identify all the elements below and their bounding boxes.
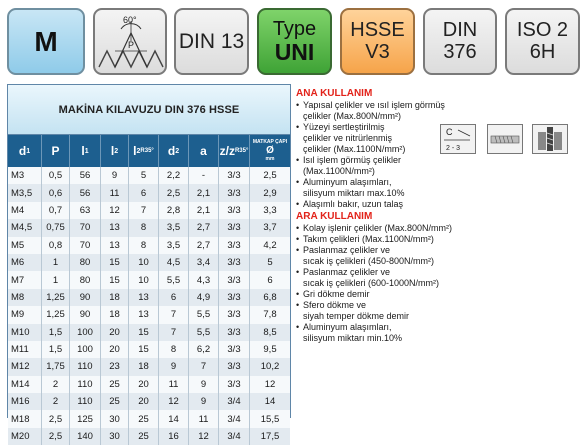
hsse-v3-badge bbox=[340, 8, 415, 75]
straight-flute-tap-icon bbox=[487, 124, 523, 154]
table-cell: 56 bbox=[70, 167, 101, 184]
table-cell: 1,5 bbox=[42, 341, 70, 358]
table-cell: 13 bbox=[101, 219, 129, 236]
table-cell: M4,5 bbox=[8, 219, 42, 236]
usage-item-line: • Aluminyum alaşımları, bbox=[303, 322, 392, 332]
table-cell: M20 bbox=[8, 428, 42, 445]
iso-tolerance-badge bbox=[505, 8, 580, 75]
table-cell: 25 bbox=[129, 410, 159, 427]
table-title: MAKİNA KILAVUZU DIN 376 HSSE bbox=[8, 85, 290, 135]
header-drill-diameter: MATKAP ÇAPI Ø mm bbox=[252, 139, 288, 162]
usage-item bbox=[296, 155, 482, 177]
usage-item-line: siyah temper dökme demir bbox=[303, 311, 410, 321]
header-l1: l 1 bbox=[70, 135, 101, 167]
din13-label: DIN 13 bbox=[178, 30, 245, 53]
table-cell: 2,1 bbox=[189, 202, 219, 219]
table-cell: 13 bbox=[129, 306, 159, 323]
table-cell: 15 bbox=[101, 254, 129, 271]
table-cell: 3/3 bbox=[219, 271, 250, 288]
table-cell: 3/4 bbox=[219, 410, 250, 427]
table-cell: 1 bbox=[42, 254, 70, 271]
usage-item bbox=[296, 289, 482, 300]
table-cell: 2,9 bbox=[263, 187, 277, 199]
header-d1: d 1 bbox=[8, 135, 42, 167]
table-cell: 3/3 bbox=[219, 184, 250, 201]
table-cell: 14 bbox=[264, 396, 276, 408]
usage-item-line: • Isıl işlem görmüş çelikler bbox=[303, 155, 402, 165]
table-cell: 4,2 bbox=[263, 239, 277, 251]
table-cell: 2,8 bbox=[159, 202, 189, 219]
usage-item-line: sıcak iş çelikleri (450-800N/mm²) bbox=[303, 256, 435, 266]
table-cell: 2 bbox=[42, 376, 70, 393]
din-label: DIN bbox=[442, 18, 478, 41]
v3-label: V3 bbox=[365, 40, 390, 63]
table-cell: 23 bbox=[101, 358, 129, 375]
table-cell: 11 bbox=[189, 410, 219, 427]
table-cell: 2,2 bbox=[159, 167, 189, 184]
usage-panel bbox=[296, 87, 482, 344]
usage-item-line: silisyum miktarı min.10% bbox=[303, 333, 403, 343]
table-cell: 4,9 bbox=[189, 289, 219, 306]
iso-label: ISO 2 bbox=[516, 18, 569, 41]
table-cell: 15 bbox=[101, 271, 129, 288]
table-cell: 15 bbox=[129, 341, 159, 358]
table-cell: 20 bbox=[129, 376, 159, 393]
din376-badge bbox=[423, 8, 497, 75]
table-row bbox=[8, 289, 290, 306]
table-cell: 125 bbox=[70, 410, 101, 427]
table-row bbox=[8, 376, 290, 393]
usage-item-line: silisyum miktarı max.10% bbox=[303, 188, 405, 198]
secondary-usage-title: ARA KULLANIM bbox=[296, 211, 373, 222]
table-cell: M11 bbox=[8, 341, 42, 358]
table-cell: M14 bbox=[8, 376, 42, 393]
table-row bbox=[8, 341, 290, 358]
table-cell: 20 bbox=[129, 393, 159, 410]
table-cell: 13 bbox=[129, 289, 159, 306]
type-uni-badge bbox=[257, 8, 332, 75]
table-cell: 15 bbox=[129, 324, 159, 341]
usage-item-line: • Takım çelikleri (Max.1100N/mm²) bbox=[303, 234, 434, 244]
table-cell: 3/3 bbox=[219, 219, 250, 236]
header-l2-r35: l 2 R35° bbox=[129, 135, 159, 167]
table-cell: 56 bbox=[70, 184, 101, 201]
usage-item bbox=[296, 322, 482, 344]
table-cell: 1,25 bbox=[42, 289, 70, 306]
table-cell: M3 bbox=[8, 167, 42, 184]
table-row bbox=[8, 219, 290, 236]
table-cell: 9 bbox=[101, 167, 129, 184]
table-cell: 1,75 bbox=[42, 358, 70, 375]
table-cell: 12 bbox=[159, 393, 189, 410]
usage-item-line: • Paslanmaz çelikler ve bbox=[303, 267, 391, 277]
table-cell: 3/3 bbox=[219, 289, 250, 306]
table-cell: M16 bbox=[8, 393, 42, 410]
table-row bbox=[8, 271, 290, 288]
table-row bbox=[8, 202, 290, 219]
table-cell: 7 bbox=[159, 324, 189, 341]
table-cell: 90 bbox=[70, 289, 101, 306]
table-cell: 25 bbox=[101, 393, 129, 410]
table-cell: 18 bbox=[101, 306, 129, 323]
table-cell: 8 bbox=[129, 219, 159, 236]
table-cell: 18 bbox=[129, 358, 159, 375]
table-cell: 10 bbox=[129, 254, 159, 271]
table-cell: 12 bbox=[101, 202, 129, 219]
table-cell: 18 bbox=[101, 289, 129, 306]
header-d2: d 2 bbox=[159, 135, 189, 167]
table-cell: 80 bbox=[70, 271, 101, 288]
table-cell: 5 bbox=[267, 257, 273, 269]
table-cell: 16 bbox=[159, 428, 189, 445]
table-cell: 3/3 bbox=[219, 306, 250, 323]
usage-item-line: sıcak iş çelikleri (600-1000N/mm²) bbox=[303, 278, 440, 288]
header-a: a bbox=[189, 135, 219, 167]
table-cell: 0,5 bbox=[42, 167, 70, 184]
376-label: 376 bbox=[443, 40, 477, 63]
table-cell: M18 bbox=[8, 410, 42, 427]
table-cell: M4 bbox=[8, 202, 42, 219]
table-cell: 2,7 bbox=[189, 219, 219, 236]
table-cell: 30 bbox=[101, 410, 129, 427]
uni-label: UNI bbox=[274, 39, 315, 65]
table-cell: 1,5 bbox=[42, 324, 70, 341]
usage-item bbox=[296, 199, 482, 210]
table-body bbox=[8, 167, 290, 445]
angle-label: 60° bbox=[123, 14, 137, 25]
table-cell: 25 bbox=[129, 428, 159, 445]
usage-item-line: • Gri dökme demir bbox=[303, 289, 370, 299]
table-cell: 6,2 bbox=[189, 341, 219, 358]
table-cell: 3/3 bbox=[219, 376, 250, 393]
usage-item-line: (Max.1100N/mm²) bbox=[303, 166, 375, 176]
table-cell: 12 bbox=[264, 378, 276, 390]
table-cell: 10,2 bbox=[260, 361, 280, 373]
table-cell: 4,5 bbox=[159, 254, 189, 271]
usage-item-line: çelikler (Max.800N/mm²) bbox=[303, 111, 402, 121]
pitch-label: P bbox=[128, 39, 135, 50]
table-cell: M8 bbox=[8, 289, 42, 306]
table-cell: 6 bbox=[267, 274, 273, 286]
table-row bbox=[8, 306, 290, 323]
table-cell: 3/4 bbox=[219, 428, 250, 445]
table-cell: 20 bbox=[101, 324, 129, 341]
table-row bbox=[8, 237, 290, 254]
tap-spec-table bbox=[7, 84, 291, 443]
table-cell: 90 bbox=[70, 306, 101, 323]
thread-profile-icon bbox=[95, 11, 165, 73]
header-zz: z/z R35° bbox=[219, 135, 250, 167]
table-cell: 20 bbox=[101, 341, 129, 358]
table-cell: M6 bbox=[8, 254, 42, 271]
usage-item bbox=[296, 245, 482, 267]
table-cell: 7 bbox=[189, 358, 219, 375]
table-cell: 110 bbox=[70, 358, 101, 375]
usage-item-line: • Aluminyum alaşımları, bbox=[303, 177, 392, 187]
usage-item bbox=[296, 177, 482, 199]
table-cell: 7 bbox=[159, 306, 189, 323]
drill-diameter-icon: Ø bbox=[266, 145, 274, 157]
table-row bbox=[8, 393, 290, 410]
table-cell: 3/3 bbox=[219, 202, 250, 219]
usage-item bbox=[296, 223, 482, 234]
table-cell: 30 bbox=[101, 428, 129, 445]
header-l2: l 2 bbox=[101, 135, 129, 167]
table-cell: 3/3 bbox=[219, 341, 250, 358]
table-cell: 110 bbox=[70, 376, 101, 393]
table-cell: 4,3 bbox=[189, 271, 219, 288]
usage-item bbox=[296, 267, 482, 289]
table-cell: 14 bbox=[159, 410, 189, 427]
usage-item-line: çelikler ve nitrürlenmiş bbox=[303, 133, 393, 143]
table-cell: 8 bbox=[129, 237, 159, 254]
table-cell: M3,5 bbox=[8, 184, 42, 201]
table-cell: - bbox=[189, 167, 219, 184]
table-cell: 6 bbox=[159, 289, 189, 306]
table-cell: 140 bbox=[70, 428, 101, 445]
table-cell: 3/4 bbox=[219, 393, 250, 410]
table-cell: 2,5 bbox=[42, 410, 70, 427]
table-cell: 63 bbox=[70, 202, 101, 219]
table-cell: 5,5 bbox=[189, 324, 219, 341]
table-cell: 2,1 bbox=[189, 184, 219, 201]
table-cell: M9 bbox=[8, 306, 42, 323]
tolerance-label: 6H bbox=[529, 40, 556, 63]
table-cell: 2,7 bbox=[189, 237, 219, 254]
table-cell: 5 bbox=[129, 167, 159, 184]
table-cell: 3/3 bbox=[219, 358, 250, 375]
table-cell: 9 bbox=[189, 393, 219, 410]
table-row bbox=[8, 428, 290, 445]
table-cell: 8,5 bbox=[263, 326, 277, 338]
table-cell: 3/3 bbox=[219, 237, 250, 254]
table-cell: 10 bbox=[129, 271, 159, 288]
table-cell: 9 bbox=[189, 376, 219, 393]
usage-item-line: • Kolay işlenir çelikler (Max.800N/mm²) bbox=[303, 223, 453, 233]
table-cell: 110 bbox=[70, 393, 101, 410]
usage-item bbox=[296, 300, 482, 322]
table-cell: 3/3 bbox=[219, 167, 250, 184]
main-usage-list bbox=[296, 100, 482, 210]
table-cell: 2,5 bbox=[159, 184, 189, 201]
table-row bbox=[8, 184, 290, 201]
table-cell: 15,5 bbox=[260, 413, 280, 425]
usage-item bbox=[296, 100, 482, 122]
table-cell: 9 bbox=[159, 358, 189, 375]
table-header-row bbox=[8, 135, 290, 167]
through-hole-tapping-icon bbox=[532, 124, 568, 154]
usage-item-line: • Yapısal çelikler ve ısıl işlem görmüş bbox=[303, 100, 445, 110]
table-cell: 17,5 bbox=[260, 431, 280, 443]
table-cell: 1 bbox=[42, 271, 70, 288]
table-cell: 0,75 bbox=[42, 219, 70, 236]
usage-item-line: • Paslanmaz çelikler ve bbox=[303, 245, 391, 255]
table-cell: 100 bbox=[70, 324, 101, 341]
table-cell: 5,5 bbox=[159, 271, 189, 288]
table-row bbox=[8, 410, 290, 427]
table-cell: 2,5 bbox=[263, 170, 277, 182]
table-cell: 3/3 bbox=[219, 254, 250, 271]
table-cell: 1,25 bbox=[42, 306, 70, 323]
table-cell: M12 bbox=[8, 358, 42, 375]
table-row bbox=[8, 254, 290, 271]
table-cell: 0,7 bbox=[42, 202, 70, 219]
table-cell: M10 bbox=[8, 324, 42, 341]
table-cell: 70 bbox=[70, 219, 101, 236]
thread-type-label: M bbox=[34, 25, 58, 57]
table-cell: 3,5 bbox=[159, 219, 189, 236]
table-cell: 3,5 bbox=[159, 237, 189, 254]
table-cell: 3,7 bbox=[263, 222, 277, 234]
table-cell: 7,8 bbox=[263, 309, 277, 321]
table-cell: 70 bbox=[70, 237, 101, 254]
secondary-usage-list bbox=[296, 223, 482, 344]
table-row bbox=[8, 324, 290, 341]
header-p: P bbox=[42, 135, 70, 167]
table-cell: 11 bbox=[101, 184, 129, 201]
main-usage-title: ANA KULLANIM bbox=[296, 88, 373, 99]
thread-type-badge bbox=[7, 8, 85, 75]
table-cell: 25 bbox=[101, 376, 129, 393]
table-cell: 12 bbox=[189, 428, 219, 445]
table-cell: 5,5 bbox=[189, 306, 219, 323]
table-cell: 3,4 bbox=[189, 254, 219, 271]
usage-item-line: • Sfero dökme ve bbox=[303, 300, 367, 310]
table-cell: M7 bbox=[8, 271, 42, 288]
thread-angle-badge bbox=[93, 8, 167, 75]
table-cell: 13 bbox=[101, 237, 129, 254]
table-cell: 11 bbox=[159, 376, 189, 393]
usage-item bbox=[296, 122, 482, 155]
table-cell: 3,3 bbox=[263, 204, 277, 216]
usage-item-line: çelikler (Max.1100N/mm²) bbox=[303, 144, 406, 154]
table-cell: 0,8 bbox=[42, 237, 70, 254]
table-row bbox=[8, 167, 290, 184]
usage-item bbox=[296, 234, 482, 245]
chamfer-range: 2 - 3 bbox=[446, 145, 461, 152]
chamfer-letter: C bbox=[446, 127, 453, 137]
table-cell: 6,8 bbox=[263, 291, 277, 303]
hsse-label: HSSE bbox=[350, 18, 405, 41]
din13-badge bbox=[174, 8, 249, 75]
table-cell: 7 bbox=[129, 202, 159, 219]
table-cell: 100 bbox=[70, 341, 101, 358]
table-cell: 8 bbox=[159, 341, 189, 358]
table-row bbox=[8, 358, 290, 375]
table-cell: 9,5 bbox=[263, 344, 277, 356]
usage-item-line: • Alaşımlı bakır, uzun talaş bbox=[303, 199, 404, 209]
table-cell: 3/3 bbox=[219, 324, 250, 341]
table-cell: 80 bbox=[70, 254, 101, 271]
table-cell: 2,5 bbox=[42, 428, 70, 445]
type-label: Type bbox=[272, 18, 317, 40]
table-cell: M5 bbox=[8, 237, 42, 254]
usage-item-line: • Yüzeyi sertleştirilmiş bbox=[303, 122, 385, 132]
table-cell: 6 bbox=[129, 184, 159, 201]
table-cell: 2 bbox=[42, 393, 70, 410]
table-cell: 0,6 bbox=[42, 184, 70, 201]
